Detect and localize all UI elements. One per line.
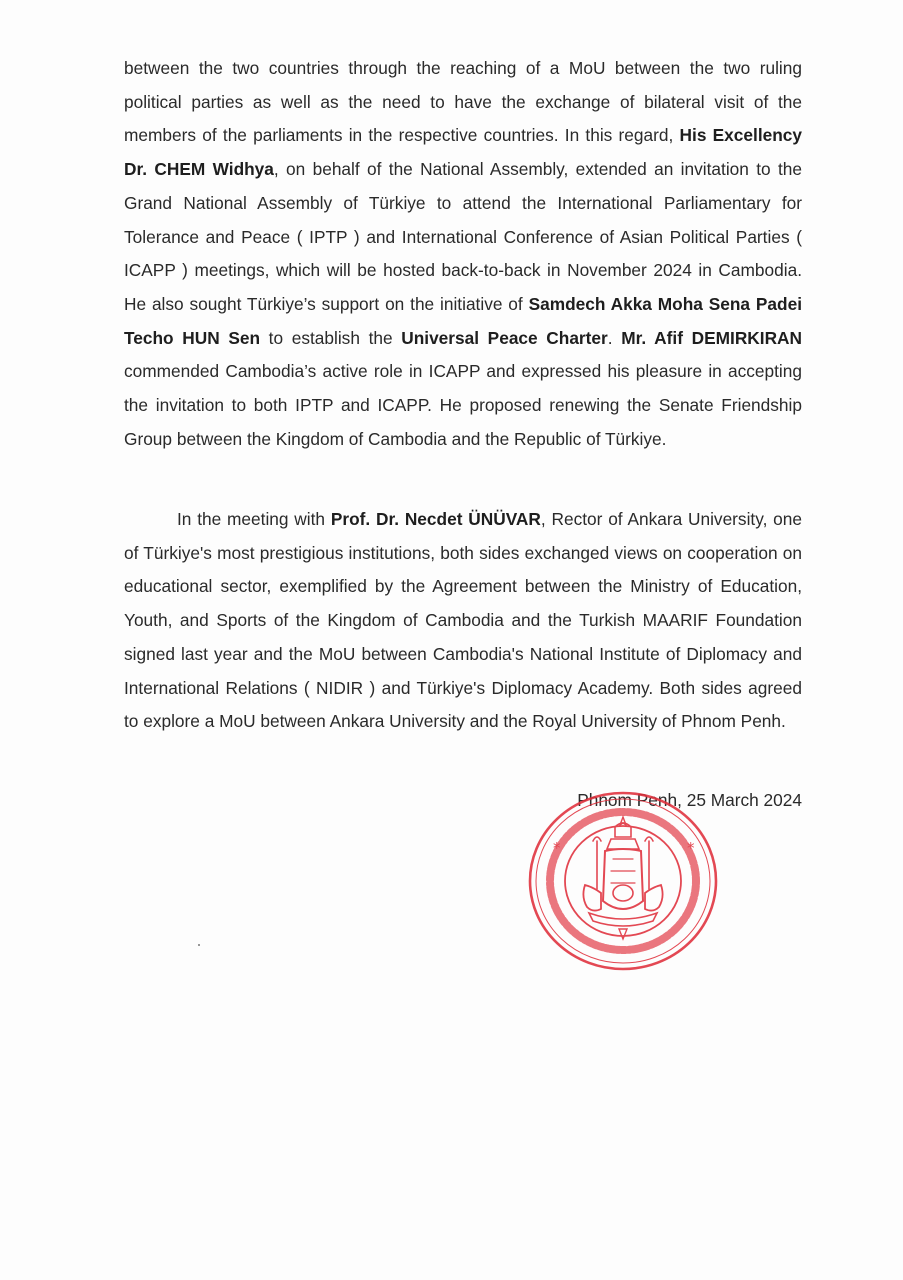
signature-place-date: Phnom Penh, 25 March 2024 [577,790,802,810]
term-universal-peace-charter: Universal Peace Charter [401,327,608,348]
name-samdech-hun-sen: Samdech Akka Moha Sena Padei Techo HUN Sen [124,293,802,348]
text-segment: . [607,327,622,348]
text-segment: between the two countries through the reaching of a MoU between the two ruling political parties as well as the need to have the exchange of bilateral visit of the members of the parliaments in the respective countries. In this regard, [124,58,802,146]
text-segment: commended Cambodia’s active role in ICAPP and expressed his pleasure in accepting the invitation to both IPTP and ICAPP. He proposed renewing the Senate Friendship Group between the Kingdom of Cambodia and the Republic of Türkiye. [124,361,802,449]
name-his-excellency-chem-widhya: His Excellency Dr. CHEM Widhya [124,125,803,180]
paragraph-ankara-university [124,503,802,739]
official-seal-icon [527,789,719,973]
paragraph-bilateral-visits [124,52,802,456]
name-afif-demirkiran: Mr. Afif DEMIRKIRAN [621,327,803,348]
text-segment: , on behalf of the National Assembly, extended an invitation to the Grand National Assembly of Türkiye to attend the International Parliamentary for Tolerance and Peace ( IPTP ) and International Conference of Asian Political Parties ( ICAPP ) meetings, which will be hosted back-to-back in November 2024 in Cambodia. He also sought Türkiye’s support on the initiative of [124,159,802,314]
svg-text:*: * [687,839,695,857]
name-necdet-unuvar: Prof. Dr. Necdet ÜNÜVAR [330,509,541,529]
text-segment: to establish the [260,327,402,348]
scan-speck [198,944,200,946]
svg-text:*: * [553,839,561,857]
text-segment: In the meeting with [177,509,331,529]
text-segment: , Rector of Ankara University, one of Türkiye's most prestigious institutions, both sides exchanged views on cooperation on educational sector, exemplified by the Agreement between the Ministry of Education, Youth, and Sports of the Kingdom of Cambodia and the Turkish MAARIF Foundation signed last year and the MoU between Cambodia's National Institute of Diplomacy and International Relations ( NIDIR ) and Türkiye's Diplomacy Academy. Both sides agreed to explore a MoU between Ankara University and the Royal University of Phnom Penh. [124,509,802,732]
